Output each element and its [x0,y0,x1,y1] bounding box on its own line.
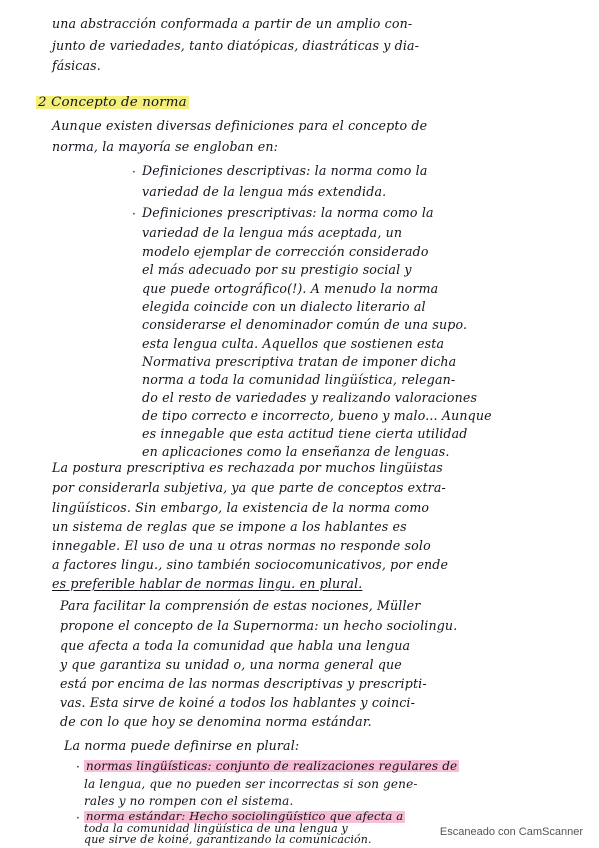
text-line: Para facilitar la comprensión de estas nociones, Müller [60,598,421,613]
text-line: por considerarla subjetiva, ya que parte de conceptos extra- [52,480,446,495]
text-line: una abstracción conformada a partir de un amplio con- [52,16,413,31]
text-line: considerarse el denominador común de una supo. [142,317,468,332]
text-line: La postura prescriptiva es rechazada por muchos lingüistas [52,460,443,475]
text-line: el más adecuado por su prestigio social y [142,262,412,277]
text-line: variedad de la lengua más aceptada, un [142,225,403,240]
text-line: elegida coincide con un dialecto literario al [142,299,426,314]
text-line: es preferible hablar de normas lingu. en plural. [52,576,363,591]
term-norma-estandar: norma estándar: Hecho sociolingüístico que afecta a [86,809,404,823]
text-line: La norma puede definirse en plural: [64,738,300,753]
text-line: de tipo correcto e incorrecto, bueno y malo... Aunque [142,408,492,423]
text-line: en aplicaciones como la enseñanza de lenguas. [142,444,450,459]
text-line: de con lo que hoy se denomina norma estándar. [60,714,372,729]
bullet-marker: · [132,165,136,179]
bullet-marker: · [132,207,136,221]
text-line: un sistema de reglas que se impone a los hablantes es [52,519,407,534]
text-line: norma, la mayoría se engloban en: [52,139,279,154]
term-normas-linguisticas: normas lingüísticas: conjunto de realizaciones regulares de [86,759,458,773]
text-line: a factores lingu., sino también sociocomunicativos, por ende [52,557,449,572]
bullet-marker: · [76,760,80,774]
definition-descriptive: Definiciones descriptivas: la norma como la [142,163,428,178]
text-line: está por encima de las normas descriptivas y prescripti- [60,676,427,691]
text-line: y que garantiza su unidad o, una norma general que [60,657,402,672]
text-line: do el resto de variedades y realizando valoraciones [142,390,478,405]
section-heading: 2 Concepto de norma [38,95,187,110]
text-line: modelo ejemplar de corrección considerado [142,244,429,259]
text-line: rales y no rompen con el sistema. [84,794,294,808]
definition-prescriptive: Definiciones prescriptivas: la norma como la [142,205,434,220]
text-line: que puede ortográfico(!). A menudo la norma [142,281,439,296]
text-line: propone el concepto de la Supernorma: un hecho sociolingu. [60,618,458,633]
text-line: innegable. El uso de una u otras normas no responde solo [52,538,431,553]
text-line: es innegable que esta actitud tiene cierta utilidad [142,426,468,441]
text-line: Aunque existen diversas definiciones para el concepto de [52,118,428,133]
bullet-marker: · [76,811,80,825]
text-line: vas. Esta sirve de koiné a todos los hablantes y coinci- [60,695,416,710]
text-line: junto de variedades, tanto diatópicas, diastráticas y dia- [52,38,420,53]
text-line: toda la comunidad lingüística de una lengua y [84,822,348,835]
text-line: esta lengua culta. Aquellos que sostienen esta [142,336,445,351]
text-line: norma a toda la comunidad lingüística, relegan- [142,372,456,387]
text-line: lingüísticos. Sin embargo, la existencia de la norma como [52,500,430,515]
text-line: que afecta a toda la comunidad que habla una lengua [60,638,411,653]
text-line: que sirve de koiné, garantizando la comunicación. [84,833,372,846]
text-line: la lengua, que no pueden ser incorrectas si son gene- [84,777,418,791]
scanner-watermark: Escaneado con CamScanner [439,826,583,838]
text-line: Normativa prescriptiva tratan de imponer dicha [142,354,457,369]
text-line: fásicas. [52,58,101,73]
text-line: variedad de la lengua más extendida. [142,184,387,199]
